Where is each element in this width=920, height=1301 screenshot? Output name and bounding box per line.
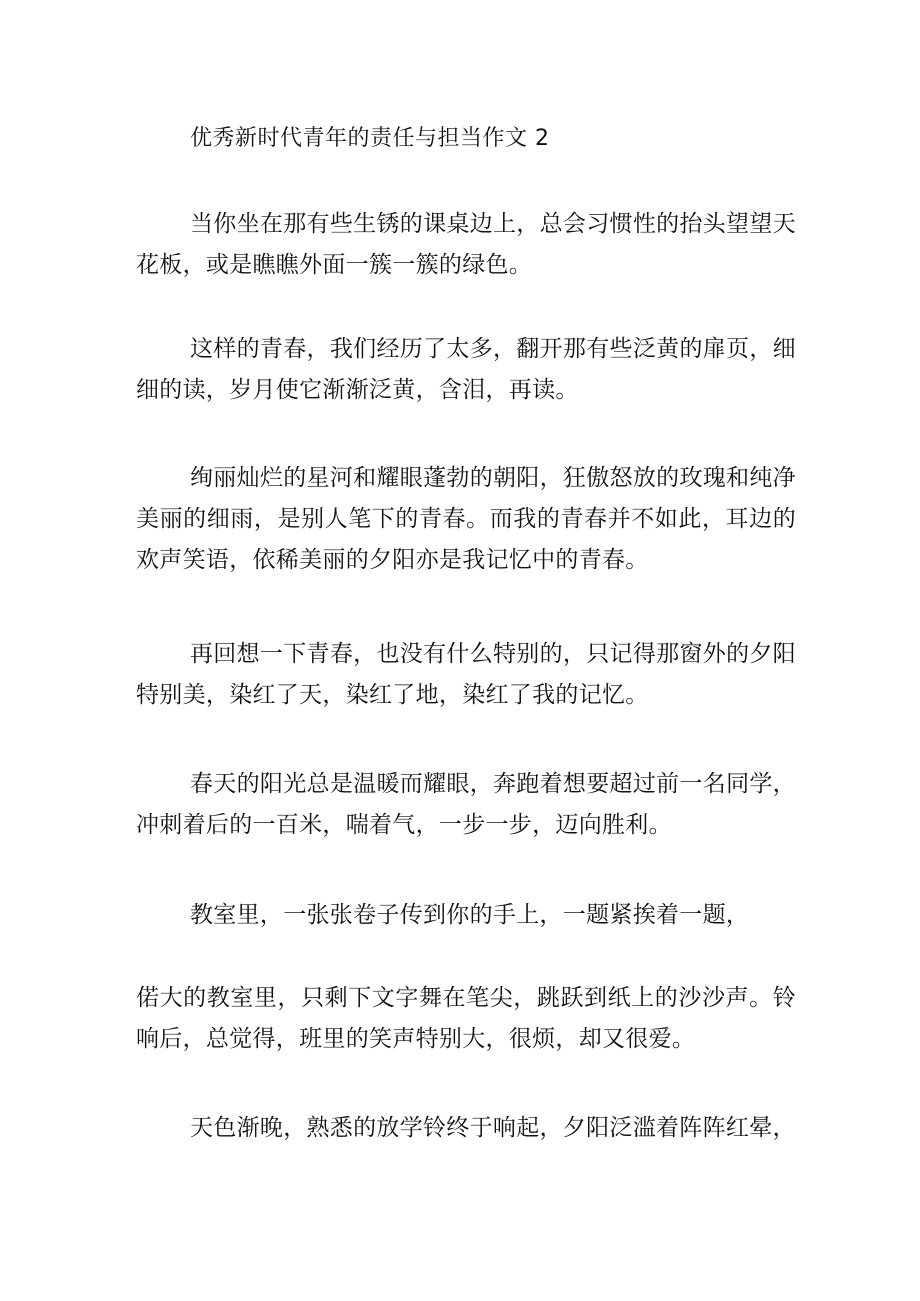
paragraph-7: 偌大的教室里，只剩下文字舞在笔尖，跳跃到纸上的沙沙声。铃响后，总觉得，班里的笑声特别大，很烦，却又很爱。 bbox=[136, 985, 796, 1052]
paragraph-2: 这样的青春，我们经历了太多，翻开那有些泛黄的扉页，细细的读，岁月使它渐渐泛黄，含泪，再读。 bbox=[136, 336, 796, 403]
paragraph-4: 再回想一下青春，也没有什么特别的，只记得那窗外的夕阳特别美，染红了天，染红了地，染红了我的记忆。 bbox=[136, 641, 796, 708]
paragraph-5: 春天的阳光总是温暖而耀眼，奔跑着想要超过前一名同学，冲刺着后的一百米，喘着气，一步一步，迈向胜利。 bbox=[136, 771, 796, 838]
paragraph-8: 天色渐晚，熟悉的放学铃终于响起，夕阳泛滥着阵阵红晕， bbox=[190, 1115, 796, 1141]
essay-title: 优秀新时代青年的责任与担当作文 2 bbox=[190, 126, 550, 151]
paragraph-6: 教室里，一张张卷子传到你的手上，一题紧挨着一题， bbox=[190, 902, 750, 928]
paragraph-3: 绚丽灿烂的星河和耀眼蓬勃的朝阳，狂傲怒放的玫瑰和纯净美丽的细雨，是别人笔下的青春。而我的青春并不如此，耳边的欢声笑语，依稀美丽的夕阳亦是我记忆中的青春。 bbox=[136, 465, 796, 573]
paragraph-1: 当你坐在那有些生锈的课桌边上，总会习惯性的抬头望望天花板，或是瞧瞧外面一簇一簇的绿色。 bbox=[136, 211, 796, 278]
